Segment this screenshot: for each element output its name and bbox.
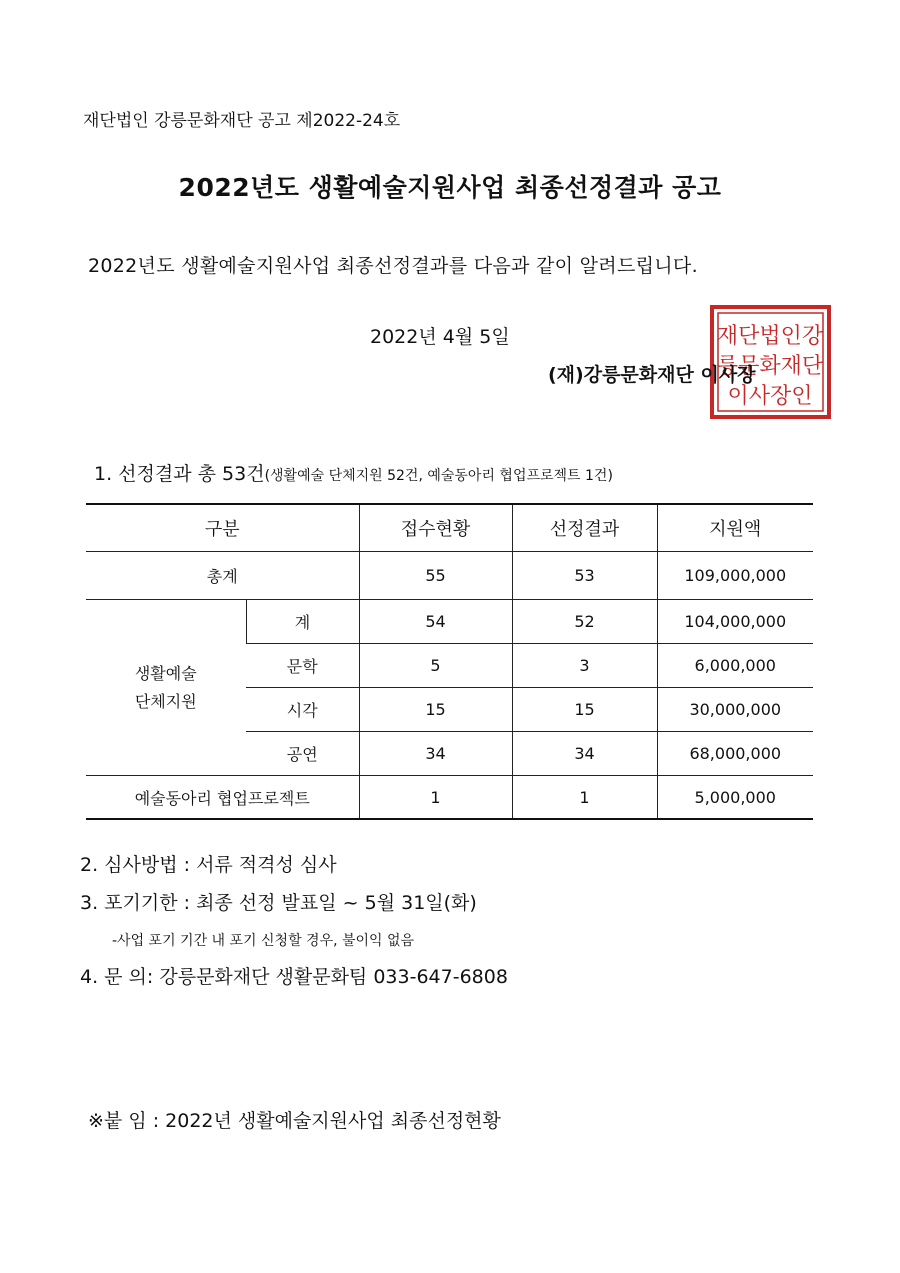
table-row — [86, 600, 813, 644]
row-label: 문학 — [246, 644, 359, 688]
cell-received: 54 — [359, 600, 512, 644]
group-label-line: 단체지원 — [134, 691, 197, 711]
attachment-note: ※붙 임 : 2022년 생활예술지원사업 최종선정현황 — [88, 1110, 501, 1132]
table-row-club-project — [86, 776, 813, 820]
section-2-review-method: 2. 심사방법 : 서류 적격성 심사 — [80, 854, 337, 876]
header-amount: 지원액 — [657, 504, 813, 552]
cell-selected: 53 — [512, 552, 657, 600]
cell-received: 1 — [359, 776, 512, 820]
selection-result-table — [86, 503, 813, 820]
row-label: 시각 — [246, 688, 359, 732]
header-received: 접수현황 — [359, 504, 512, 552]
section-1-detail: (생활예술 단체지원 52건, 예술동아리 협업프로젝트 1건) — [264, 468, 613, 484]
cell-amount: 5,000,000 — [657, 776, 813, 820]
issuer-name: (재)강릉문화재단 이사장 — [548, 364, 756, 386]
group-label-living-arts — [86, 600, 246, 776]
seal-text-row: 재단법인강 — [716, 324, 824, 349]
cell-amount: 68,000,000 — [657, 732, 813, 776]
intro-sentence: 2022년도 생활예술지원사업 최종선정결과를 다음과 같이 알려드립니다. — [88, 255, 698, 277]
row-label: 계 — [246, 600, 359, 644]
header-category: 구분 — [86, 504, 359, 552]
section-3-note: -사업 포기 기간 내 포기 신청할 경우, 불이익 없음 — [112, 933, 415, 949]
cell-amount: 30,000,000 — [657, 688, 813, 732]
notice-date: 2022년 4월 5일 — [370, 326, 510, 348]
cell-selected: 3 — [512, 644, 657, 688]
document-title: 2022년도 생활예술지원사업 최종선정결과 공고 — [178, 173, 722, 202]
section-4-contact: 4. 문 의: 강릉문화재단 생활문화팀 033-647-6808 — [80, 966, 508, 988]
cell-selected: 1 — [512, 776, 657, 820]
cell-amount: 104,000,000 — [657, 600, 813, 644]
section-1-title: 1. 선정결과 총 53건 — [94, 463, 265, 485]
table-header-row — [86, 504, 813, 552]
cell-received: 34 — [359, 732, 512, 776]
cell-received: 55 — [359, 552, 512, 600]
cell-selected: 52 — [512, 600, 657, 644]
cell-received: 5 — [359, 644, 512, 688]
header-selected: 선정결과 — [512, 504, 657, 552]
seal-text-row: 이사장인 — [727, 384, 813, 409]
cell-amount: 6,000,000 — [657, 644, 813, 688]
row-label: 총계 — [86, 552, 359, 600]
seal-text-row: 릉문화재단 — [716, 354, 824, 379]
notice-number: 재단법인 강릉문화재단 공고 제2022-24호 — [83, 111, 401, 131]
cell-selected: 34 — [512, 732, 657, 776]
cell-selected: 15 — [512, 688, 657, 732]
cell-amount: 109,000,000 — [657, 552, 813, 600]
table-row-total — [86, 552, 813, 600]
section-3-withdrawal-deadline: 3. 포기기한 : 최종 선정 발표일 ~ 5월 31일(화) — [80, 892, 477, 914]
section-1-heading — [94, 459, 613, 486]
row-label: 공연 — [246, 732, 359, 776]
group-label-line: 생활예술 — [134, 663, 197, 683]
row-label: 예술동아리 협업프로젝트 — [86, 776, 359, 820]
cell-received: 15 — [359, 688, 512, 732]
